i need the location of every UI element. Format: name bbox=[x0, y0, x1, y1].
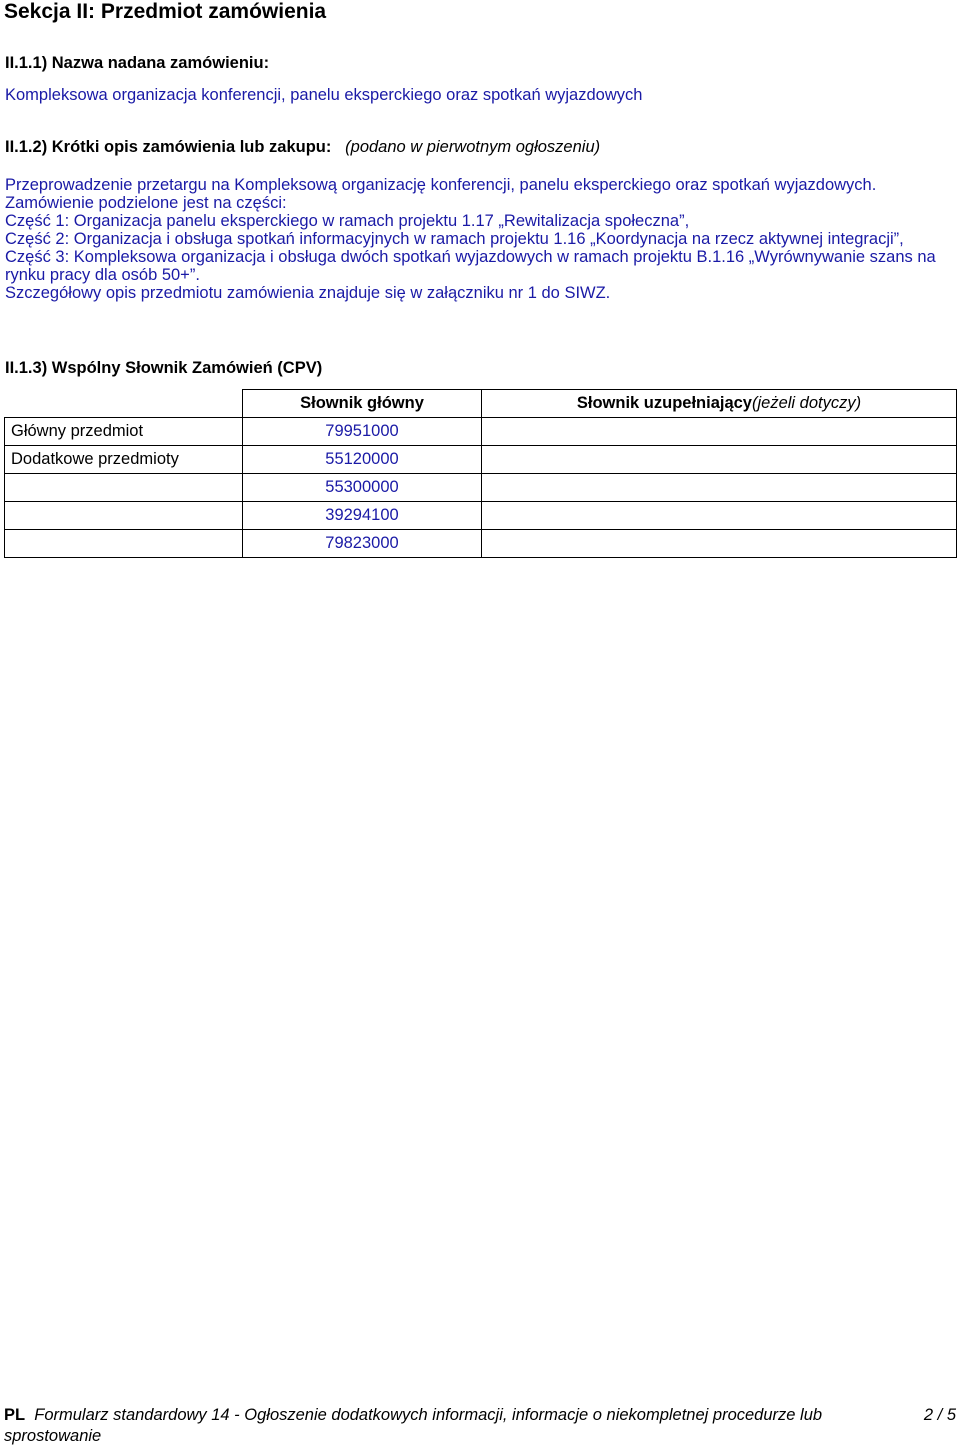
cpv-row-label bbox=[5, 474, 243, 502]
cpv-supplementary-code bbox=[482, 502, 957, 530]
cpv-header-supplementary-label: Słownik uzupełniający bbox=[576, 394, 752, 412]
description-line: Zamówienie podzielone jest na części: bbox=[5, 194, 287, 212]
cpv-code: 79951000 bbox=[243, 418, 482, 446]
table-row bbox=[5, 446, 957, 474]
description-heading-note: (podano w pierwotnym ogłoszeniu) bbox=[345, 138, 601, 156]
cpv-header-supplementary-note: (jeżeli dotyczy) bbox=[752, 394, 862, 412]
table-row bbox=[5, 418, 957, 446]
footer-language-code: PL bbox=[4, 1406, 26, 1424]
cpv-row-label: Dodatkowe przedmioty bbox=[5, 446, 243, 474]
description-line: Część 3: Kompleksowa organizacja i obsługa dwóch spotkań wyjazdowych w ramach projektu B.1.16 „Wyrównywanie szans na rynku pracy dla osób 50+”. bbox=[5, 248, 936, 284]
page-footer bbox=[4, 1405, 956, 1447]
footer-form-title: Formularz standardowy 14 - Ogłoszenie dodatkowych informacji, informacje o niekompletnej procedurze lub sprostowanie bbox=[4, 1406, 823, 1445]
cpv-row-label bbox=[5, 530, 243, 558]
cpv-heading: II.1.3) Wspólny Słownik Zamówień (CPV) bbox=[5, 359, 323, 377]
cpv-row-label: Główny przedmiot bbox=[5, 418, 243, 446]
cpv-table-header-row bbox=[5, 390, 957, 418]
contract-name-value: Kompleksowa organizacja konferencji, panelu eksperckiego oraz spotkań wyjazdowych bbox=[5, 86, 643, 104]
cpv-supplementary-code bbox=[482, 446, 957, 474]
cpv-code: 79823000 bbox=[243, 530, 482, 558]
description-heading-label: II.1.2) Krótki opis zamówienia lub zakupu: bbox=[5, 138, 332, 156]
cpv-header-main-vocabulary: Słownik główny bbox=[243, 390, 482, 418]
cpv-code: 55300000 bbox=[243, 474, 482, 502]
cpv-code: 39294100 bbox=[243, 502, 482, 530]
cpv-table bbox=[4, 389, 957, 558]
table-row bbox=[5, 502, 957, 530]
description-line: Część 2: Organizacja i obsługa spotkań informacyjnych w ramach projektu 1.16 „Koordynacja na rzecz aktywnej integracji”, bbox=[5, 230, 904, 248]
cpv-header-empty-cell bbox=[5, 390, 243, 418]
cpv-header-supplementary-vocabulary bbox=[482, 390, 957, 418]
cpv-supplementary-code bbox=[482, 474, 957, 502]
description-line: Przeprowadzenie przetargu na Kompleksową organizację konferencji, panelu eksperckiego oraz spotkań wyjazdowych. bbox=[5, 176, 877, 194]
description-line: Szczegółowy opis przedmiotu zamówienia znajduje się w załączniku nr 1 do SIWZ. bbox=[5, 284, 611, 302]
name-heading: II.1.1) Nazwa nadana zamówieniu: bbox=[5, 54, 270, 72]
description-line: Część 1: Organizacja panelu eksperckiego w ramach projektu 1.17 „Rewitalizacja społeczna”, bbox=[5, 212, 690, 230]
description-text bbox=[5, 176, 955, 302]
description-heading bbox=[5, 138, 600, 157]
section-title: Sekcja II: Przedmiot zamówienia bbox=[4, 0, 327, 23]
cpv-supplementary-code bbox=[482, 530, 957, 558]
table-row bbox=[5, 530, 957, 558]
table-row bbox=[5, 474, 957, 502]
cpv-row-label bbox=[5, 502, 243, 530]
cpv-supplementary-code bbox=[482, 418, 957, 446]
cpv-code: 55120000 bbox=[243, 446, 482, 474]
footer-form-text bbox=[4, 1405, 874, 1447]
page-number: 2 / 5 bbox=[923, 1406, 956, 1424]
